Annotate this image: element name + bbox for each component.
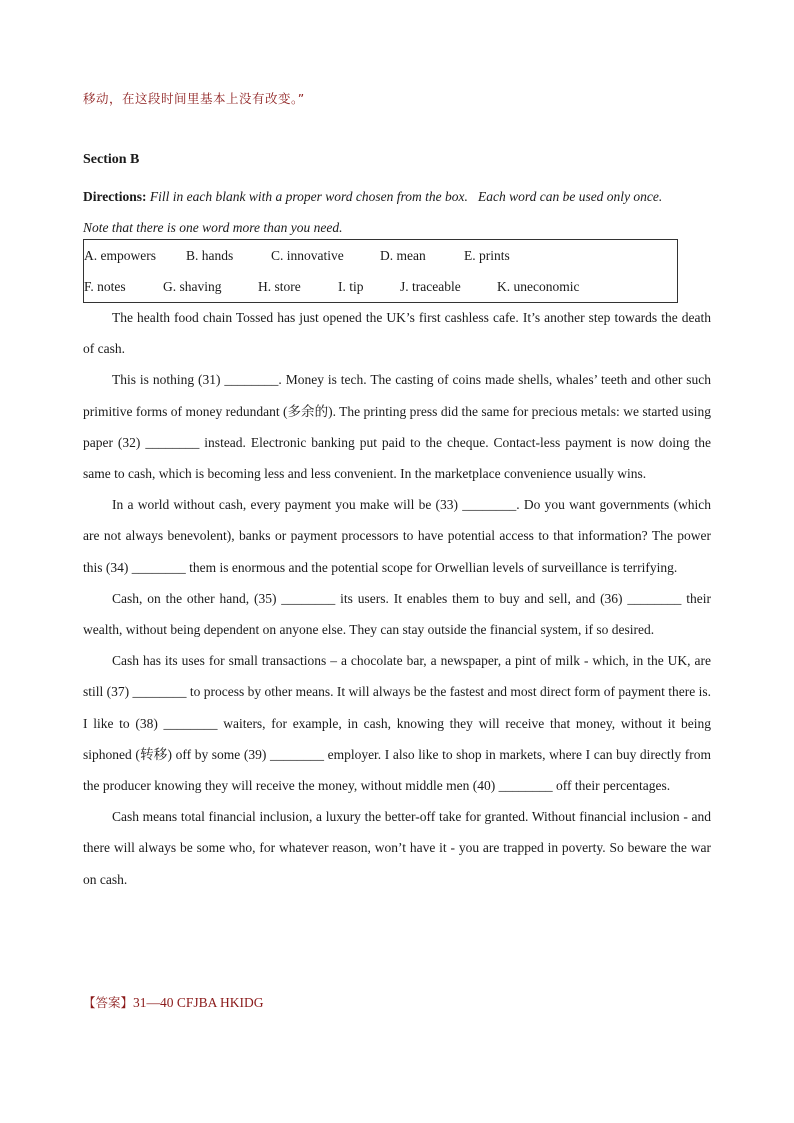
word-option-h: H. store [258,279,301,294]
word-option-i: I. tip [338,279,364,294]
directions-line-1 [83,181,711,212]
passage-paragraph-1: The health food chain Tossed has just opened the UK’s first cashless cafe. It’s another step towards the death of cash. [83,310,711,357]
word-option-j: J. traceable [400,279,461,294]
word-row-2 [84,271,677,302]
section-title: Section B [83,152,140,167]
word-row-1 [84,240,677,271]
answer-key [83,993,264,1011]
passage-paragraph-6: Cash means total financial inclusion, a luxury the better-off take for granted. Without financial inclusion - and there will always be some who, for whatever reason, won’t have it - you are trapped in poverty. So beware the war on cash. [83,809,711,887]
word-option-k: K. uneconomic [497,279,580,294]
directions-label: Directions: [83,189,147,204]
word-option-e: E. prints [464,248,510,263]
word-option-f: F. notes [84,279,126,294]
passage-paragraph-4: Cash, on the other hand, (35) ________ its users. It enables them to buy and sell, and (36) ________ their wealth, without being dependent on anyone else. They can stay outside the financial system, if so desired. [83,590,711,638]
word-option-d: D. mean [380,248,426,263]
passage [83,302,711,895]
word-option-b: B. hands [186,248,234,263]
directions [83,181,711,243]
word-box [83,239,678,303]
directions-text-2: Note that there is one word more than you need. [83,220,343,235]
word-option-c: C. innovative [271,248,344,263]
answer-label: 【答案】 [83,995,134,1010]
passage-paragraph-3: In a world without cash, every payment you make will be (33) ________. Do you want governments (which are not always benevolent), banks or payment processors to have potential access to that information? The power this (34) ________ them is enormous and the potential scope for Orwellian levels of surveillance is terrifying. [83,497,711,575]
passage-paragraph-5: Cash has its uses for small transactions – a chocolate bar, a newspaper, a pint of milk - which, in the UK, are still (37) ________ to process by other means. It will always be the fastest and most direct form of payment there is. I like to (38) ________ waiters, for example, in cash, knowing they will receive that money, without it being siphoned (转移) off by some (39) ________ employer. I also like to shop in markets, where I can buy directly from the producer knowing they will receive the money, without middle men (40) ________ off their percentages. [83,653,711,794]
passage-paragraph-2: This is nothing (31) ________. Money is tech. The casting of coins made shells, whales’ teeth and other such primitive forms of money redundant (多余的). The printing press did the same for precious metals: we started using paper (32) ________ instead. Electronic banking put paid to the cheque. Contact-less payment is now doing the same to cash, which is becoming less and less convenient. In the marketplace convenience usually wins. [83,372,711,482]
word-option-a: A. empowers [84,248,156,263]
directions-text-1: Fill in each blank with a proper word chosen from the box. Each word can be used only once. [149,189,663,204]
word-option-g: G. shaving [163,279,222,294]
translation-tail: 移动，在这段时间里基本上没有改变。” [83,91,305,106]
answer-text: 31—40 CFJBA HKIDG [133,995,264,1010]
